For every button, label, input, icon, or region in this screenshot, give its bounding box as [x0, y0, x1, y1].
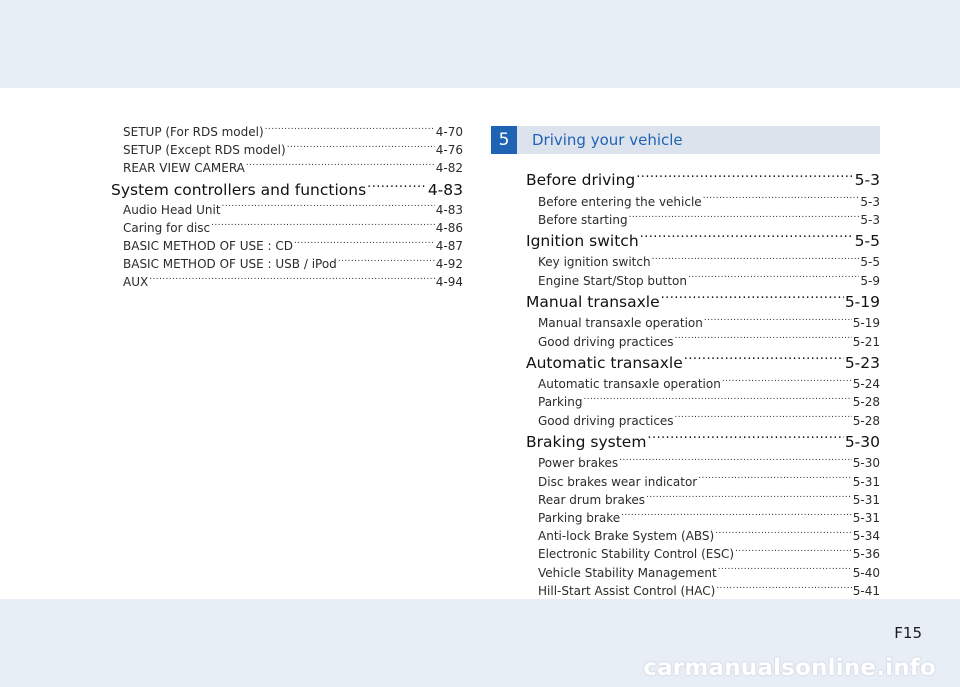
toc-entry-page: 4-82 [435, 161, 463, 176]
toc-entry-label: Parking [538, 395, 583, 410]
toc-subentry[interactable] [526, 253, 880, 271]
dot-leader [735, 546, 852, 558]
toc-subentry[interactable] [526, 454, 880, 472]
toc-subentry[interactable] [526, 314, 880, 332]
toc-entry-page: 5-36 [852, 547, 880, 562]
toc-subentry[interactable] [526, 412, 880, 430]
toc-entry-page: 5-3 [860, 194, 880, 209]
dot-leader [584, 394, 852, 406]
toc-entry-label: Hill-Start Assist Control (HAC) [538, 583, 716, 598]
dot-leader [684, 352, 844, 368]
dot-leader [246, 160, 435, 172]
toc-entry-label: Anti-lock Brake System (ABS) [538, 529, 715, 544]
dot-leader [629, 212, 860, 224]
dot-leader [718, 565, 852, 577]
toc-entry-page: 5-31 [852, 492, 880, 507]
toc-entry-label: Key ignition switch [538, 255, 651, 270]
toc-entry-page: 4-94 [435, 275, 463, 290]
toc-subentry[interactable] [526, 193, 880, 211]
toc-entry-label: Engine Start/Stop button [538, 273, 687, 288]
toc-entry-label: REAR VIEW CAMERA [123, 161, 245, 176]
toc-subentry[interactable] [111, 255, 463, 273]
toc-entry-label: Audio Head Unit [123, 202, 221, 217]
toc-subentry[interactable] [111, 273, 463, 291]
toc-entry-label: Good driving practices [538, 334, 674, 349]
toc-left-column [111, 123, 463, 292]
dot-leader [698, 474, 852, 486]
toc-entry-page: 5-5 [860, 255, 880, 270]
toc-entry-label: Disc brakes wear indicator [538, 474, 698, 489]
toc-entry-page: 5-5 [854, 231, 880, 250]
toc-section-entry[interactable] [526, 230, 880, 254]
toc-entry-page: 4-76 [435, 143, 463, 158]
toc-entry-label: Vehicle Stability Management [538, 565, 717, 580]
dot-leader [675, 334, 852, 346]
toc-entry-page: 5-24 [852, 377, 880, 392]
toc-entry-label: Before driving [526, 171, 636, 189]
dot-leader [149, 274, 435, 286]
watermark: carmanualsonline.info [643, 655, 936, 681]
dot-leader [222, 202, 435, 214]
toc-entry-page: 5-28 [852, 413, 880, 428]
toc-entry-label: Automatic transaxle [526, 353, 683, 372]
toc-entry-label: Ignition switch [526, 231, 639, 250]
dot-leader [636, 170, 853, 186]
toc-subentry[interactable] [526, 491, 880, 509]
toc-entry-label: Electronic Stability Control (ESC) [538, 547, 735, 562]
toc-section-entry[interactable] [526, 291, 880, 315]
toc-subentry[interactable] [526, 333, 880, 351]
dot-leader [294, 238, 435, 250]
toc-entry-page: 5-31 [852, 474, 880, 489]
page-number: F15 [894, 624, 922, 642]
toc-entry-label: BASIC METHOD OF USE : USB / iPod [123, 257, 337, 272]
dot-leader [367, 179, 427, 195]
toc-entry-page: 5-28 [852, 395, 880, 410]
dot-leader [716, 583, 852, 595]
dot-leader [652, 254, 860, 266]
chapter-title: Driving your vehicle [532, 131, 683, 149]
toc-subentry[interactable] [111, 141, 463, 159]
dot-leader [338, 256, 435, 268]
dot-leader [704, 315, 852, 327]
toc-entry-label: Manual transaxle operation [538, 316, 703, 331]
toc-entry-page: 4-92 [435, 257, 463, 272]
toc-subentry[interactable] [526, 211, 880, 229]
toc-entry-label: SETUP (For RDS model) [123, 125, 264, 139]
toc-entry-label: System controllers and functions [111, 180, 367, 199]
toc-entry-page: 5-19 [852, 316, 880, 331]
toc-entry-label: Parking brake [538, 510, 621, 525]
toc-entry-label: Automatic transaxle operation [538, 377, 721, 392]
toc-subentry[interactable] [526, 375, 880, 393]
toc-subentry[interactable] [111, 123, 463, 141]
toc-entry-label: Rear drum brakes [538, 492, 646, 507]
chapter-number: 5 [491, 126, 517, 154]
toc-entry-page: 5-30 [852, 456, 880, 471]
toc-right-column [526, 168, 880, 618]
dot-leader [722, 376, 852, 388]
toc-subentry[interactable] [111, 159, 463, 177]
toc-entry-page: 5-9 [860, 273, 880, 288]
toc-entry-label: Manual transaxle [526, 292, 660, 311]
dot-leader [265, 124, 435, 136]
dot-leader [661, 291, 844, 307]
toc-subentry[interactable] [526, 473, 880, 491]
toc-entry-page: 5-34 [852, 529, 880, 544]
dot-leader [647, 431, 843, 447]
toc-entry-label: Before starting [538, 212, 628, 227]
toc-subentry[interactable] [526, 582, 880, 600]
chapter-header [491, 126, 880, 154]
toc-subentry[interactable] [526, 509, 880, 527]
toc-section-entry[interactable] [111, 179, 463, 201]
dot-leader [675, 413, 852, 425]
toc-section-entry[interactable] [526, 431, 880, 455]
dot-leader [640, 230, 854, 246]
toc-entry-label: Good driving practices [538, 413, 674, 428]
toc-entry-label: AUX [123, 275, 149, 290]
toc-entry-page: 5-40 [852, 565, 880, 580]
toc-entry-page: 4-87 [435, 239, 463, 254]
toc-entry-page: 5-3 [854, 171, 880, 189]
toc-entry-page: 5-30 [844, 432, 880, 451]
toc-entry-page: 4-86 [435, 220, 463, 235]
dot-leader [646, 492, 852, 504]
toc-entry-page: 5-31 [852, 510, 880, 525]
dot-leader [703, 194, 860, 206]
toc-entry-page: 5-3 [860, 212, 880, 227]
toc-entry-page: 4-83 [427, 180, 463, 199]
toc-subentry[interactable] [111, 237, 463, 255]
toc-entry-page: 5-41 [852, 583, 880, 598]
toc-entry-label: Caring for disc [123, 220, 211, 235]
toc-entry-label: BASIC METHOD OF USE : CD [123, 239, 294, 254]
toc-entry-page: 4-83 [435, 202, 463, 217]
dot-leader [619, 455, 852, 467]
toc-subentry[interactable] [526, 564, 880, 582]
toc-entry-label: Power brakes [538, 456, 619, 471]
toc-entry-page: 5-19 [844, 292, 880, 311]
toc-entry-page: 4-70 [435, 125, 463, 139]
dot-leader [621, 510, 852, 522]
toc-entry-label: SETUP (Except RDS model) [123, 143, 286, 158]
toc-entry-label: Before entering the vehicle [538, 194, 702, 209]
toc-section-entry[interactable] [526, 169, 880, 193]
toc-entry-page: 5-21 [852, 334, 880, 349]
toc-subentry[interactable] [111, 219, 463, 237]
dot-leader [211, 220, 435, 232]
toc-subentry[interactable] [526, 393, 880, 411]
header-band [0, 0, 960, 88]
toc-section-entry[interactable] [526, 352, 880, 376]
toc-entry-page: 5-23 [844, 353, 880, 372]
toc-entry-label: Braking system [526, 432, 647, 451]
toc-subentry[interactable] [111, 201, 463, 219]
dot-leader [715, 528, 852, 540]
toc-subentry[interactable] [526, 272, 880, 290]
toc-subentry[interactable] [526, 545, 880, 563]
dot-leader [688, 273, 859, 285]
toc-subentry[interactable] [526, 527, 880, 545]
dot-leader [287, 142, 435, 154]
